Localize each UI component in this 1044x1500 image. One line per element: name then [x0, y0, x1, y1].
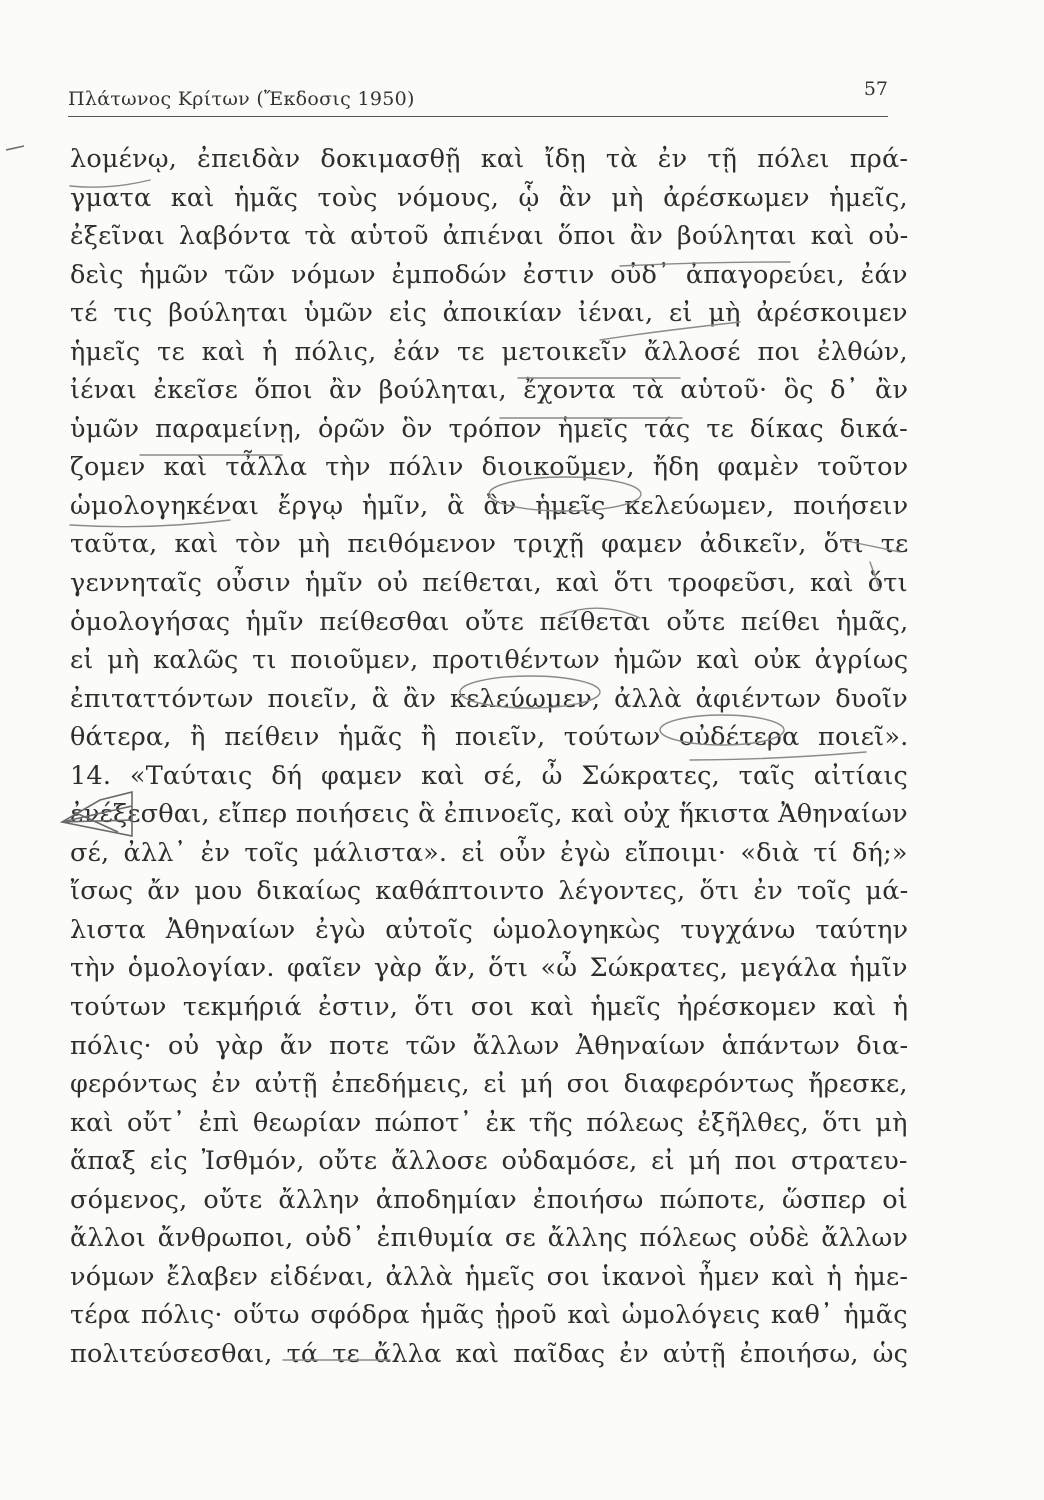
text-line: τούτων τεκμήριά ἐστιν, ὅτι σοι καὶ ἡμεῖς ἠρέσκομεν καὶ ἡ	[70, 992, 909, 1023]
text-line: ἅπαξ εἰς Ἰσθμόν, οὔτε ἄλλοσε οὐδαμόσε, εἰ μή ποι στρατευ-	[70, 1146, 908, 1177]
margin-dash-mark	[6, 146, 24, 150]
text-line: ἐπιταττόντων ποιεῖν, ἃ ἂν κελεύωμεν, ἀλλὰ ἀφιέντων δυοῖν	[70, 683, 908, 714]
text-line: νόμων ἔλαβεν εἰδέναι, ἀλλὰ ἡμεῖς σοι ἱκανοὶ ἦμεν καὶ ἡ ἡμε-	[70, 1261, 909, 1292]
text-line: τὴν ὁμολογίαν. φαῖεν γὰρ ἄν, ὅτι «ὦ Σώκρατες, μεγάλα ἡμῖν	[70, 953, 908, 984]
text-line: τέρα πόλις· οὕτω σφόδρα ἡμᾶς ᾑροῦ καὶ ὡμολόγεις καθ᾽ ἡμᾶς	[70, 1300, 908, 1331]
text-line: ἴσως ἄν μου δικαίως καθάπτοιντο λέγοντες, ὅτι ἐν τοῖς μά-	[70, 876, 909, 907]
text-line: καὶ οὔτ᾽ ἐπὶ θεωρίαν πώποτ᾽ ἐκ τῆς πόλεως ἐξῆλθες, ὅτι μὴ	[70, 1107, 908, 1138]
underline-mark	[690, 752, 866, 760]
text-line: δεὶς ἡμῶν τῶν νόμων ἐμποδών ἐστιν οὐδ᾽ ἀπαγορεύει, ἐάν	[70, 259, 908, 290]
text-line: ὁμολογήσας ἡμῖν πείθεσθαι οὔτε πείθεται οὔτε πείθει ἡμᾶς,	[70, 606, 909, 637]
text-line: λιστα Ἀθηναίων ἐγὼ αὐτοῖς ὡμολογηκὼς τυγχάνω ταύτην	[70, 914, 909, 945]
text-line: λομένῳ, ἐπειδὰν δοκιμασθῇ καὶ ἴδῃ τὰ ἐν τῇ πόλει πρά-	[70, 144, 909, 174]
circle-mark	[460, 676, 600, 708]
text-line: σόμενος, οὔτε ἄλλην ἀποδημίαν ἐποιήσω πώποτε, ὥσπερ οἱ	[70, 1184, 908, 1215]
underline-mark	[560, 608, 640, 618]
circle-mark	[489, 477, 641, 511]
text-line: ἡμεῖς τε καὶ ἡ πόλις, ἐάν τε μετοικεῖν ἄλλοσέ ποι ἐλθών,	[70, 336, 908, 367]
tick-mark	[842, 540, 900, 552]
text-line: ὡμολογηκέναι ἔργῳ ἡμῖν, ἃ ἂν ἡμεῖς κελεύωμεν, ποιήσειν	[70, 490, 909, 521]
text-line: ζομεν καὶ τἆλλα τὴν πόλιν διοικοῦμεν, ἤδη φαμὲν τοῦτον	[70, 452, 909, 483]
text-line: τέ τις βούληται ὑμῶν εἰς ἀποικίαν ἰέναι, εἰ μὴ ἀρέσκοιμεν	[70, 298, 908, 329]
page-number: 57	[863, 78, 888, 100]
text-line: σέ, ἀλλ᾽ ἐν τοῖς μάλιστα». εἰ οὖν ἐγὼ εἴποιμι· «διὰ τί δή;»	[70, 837, 908, 868]
text-line: ὑμῶν παραμείνῃ, ὁρῶν ὃν τρόπον ἡμεῖς τάς τε δίκας δικά-	[70, 413, 908, 444]
text-line: ἐνέξεσθαι, εἴπερ ποιήσεις ἃ ἐπινοεῖς, καὶ οὐχ ἥκιστα Ἀθηναίων	[70, 799, 908, 830]
underline-mark	[600, 322, 740, 340]
text-line: ἄλλοι ἄνθρωποι, οὐδ᾽ ἐπιθυμία σε ἄλλης πόλεως οὐδὲ ἄλλων	[70, 1223, 909, 1254]
text-line: θάτερα, ἢ πείθειν ἡμᾶς ἢ ποιεῖν, τούτων οὐδέτερα ποιεῖ».	[70, 722, 909, 753]
text-line: πόλις· οὐ γὰρ ἄν ποτε τῶν ἄλλων Ἀθηναίων ἁπάντων δια-	[70, 1030, 909, 1061]
text-line: φερόντως ἐν αὐτῇ ἐπεδήμεις, εἰ μή σοι διαφερόντως ἤρεσκε,	[70, 1069, 908, 1100]
underline-mark	[620, 262, 790, 266]
text-line: ἰέναι ἐκεῖσε ὅποι ἂν βούληται, ἔχοντα τὰ αὑτοῦ· ὃς δ᾽ ἂν	[70, 375, 909, 406]
text-line: πολιτεύσεσθαι, τά τε ἄλλα καὶ παῖδας ἐν αὐτῇ ἐποιήσω, ὡς	[70, 1338, 909, 1369]
underline-mark	[70, 180, 150, 187]
text-line: ταῦτα, καὶ τὸν μὴ πειθόμενον τριχῇ φαμεν ἀδικεῖν, ὅτι τε	[70, 529, 909, 560]
text-line: ἐξεῖναι λαβόντα τὰ αὑτοῦ ἀπιέναι ὅποι ἂν βούληται καὶ οὐ-	[70, 221, 909, 252]
circle-mark	[660, 715, 784, 745]
text-line: γεννηταῖς οὖσιν ἡμῖν οὐ πείθεται, καὶ ὅτι τροφεῦσι, καὶ ὅτι	[70, 568, 908, 599]
text-line: γματα καὶ ἡμᾶς τοὺς νόμους, ᾧ ἂν μὴ ἀρέσκωμεν ἡμεῖς,	[70, 182, 908, 213]
tick-mark	[870, 562, 880, 590]
text-line: εἰ μὴ καλῶς τι ποιοῦμεν, προτιθέντων ἡμῶν καὶ οὐκ ἀγρίως	[70, 645, 909, 676]
section-start-line: 14. «Ταύταις δή φαμεν καὶ σέ, ὦ Σώκρατες, ταῖς αἰτίαις	[70, 760, 909, 791]
underline-mark	[70, 520, 230, 527]
running-title: Πλάτωνος Κρίτων (Ἔκδοσις 1950)	[68, 88, 415, 110]
